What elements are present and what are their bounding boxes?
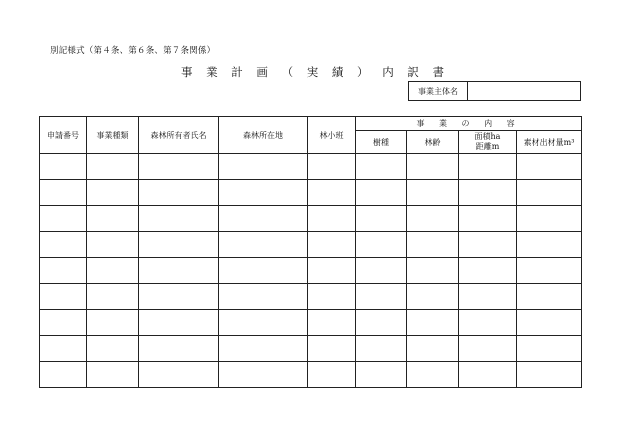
table-cell[interactable] xyxy=(87,258,139,284)
table-cell[interactable] xyxy=(87,336,139,362)
table-cell[interactable] xyxy=(517,362,582,388)
table-cell[interactable] xyxy=(308,206,356,232)
table-cell[interactable] xyxy=(308,284,356,310)
table-cell[interactable] xyxy=(459,258,517,284)
table-cell[interactable] xyxy=(407,310,459,336)
table-row xyxy=(40,284,582,310)
table-cell[interactable] xyxy=(407,154,459,180)
table-cell[interactable] xyxy=(219,310,308,336)
table-cell[interactable] xyxy=(517,232,582,258)
table-cell[interactable] xyxy=(308,180,356,206)
table-cell[interactable] xyxy=(517,310,582,336)
table-cell[interactable] xyxy=(139,154,219,180)
table-cell[interactable] xyxy=(356,206,407,232)
table-cell[interactable] xyxy=(517,284,582,310)
table-cell[interactable] xyxy=(219,206,308,232)
col-application-no: 申請番号 xyxy=(40,117,87,154)
table-cell[interactable] xyxy=(308,154,356,180)
table-cell[interactable] xyxy=(517,258,582,284)
table-cell[interactable] xyxy=(356,310,407,336)
table-cell[interactable] xyxy=(139,284,219,310)
table-cell[interactable] xyxy=(219,258,308,284)
table-cell[interactable] xyxy=(459,154,517,180)
table-row xyxy=(40,154,582,180)
table-row xyxy=(40,258,582,284)
table-cell[interactable] xyxy=(517,154,582,180)
table-cell[interactable] xyxy=(407,232,459,258)
table-cell[interactable] xyxy=(459,310,517,336)
table-cell[interactable] xyxy=(407,180,459,206)
table-cell[interactable] xyxy=(139,336,219,362)
col-project-type: 事業種類 xyxy=(87,117,139,154)
table-cell[interactable] xyxy=(407,258,459,284)
table-row xyxy=(40,232,582,258)
table-cell[interactable] xyxy=(407,284,459,310)
table-cell[interactable] xyxy=(356,232,407,258)
applicant-label: 事業主体名 xyxy=(409,82,468,100)
table-cell[interactable] xyxy=(139,180,219,206)
col-timber-volume: 素材出材量m³ xyxy=(517,131,582,154)
table-cell[interactable] xyxy=(459,180,517,206)
table-cell[interactable] xyxy=(40,310,87,336)
table-cell[interactable] xyxy=(459,206,517,232)
table-cell[interactable] xyxy=(219,362,308,388)
col-area-distance xyxy=(459,131,517,154)
col-stand-age: 林齢 xyxy=(407,131,459,154)
table-cell[interactable] xyxy=(219,232,308,258)
table-cell[interactable] xyxy=(517,336,582,362)
table-cell[interactable] xyxy=(87,232,139,258)
table-cell[interactable] xyxy=(407,336,459,362)
table-cell[interactable] xyxy=(308,336,356,362)
table-row xyxy=(40,180,582,206)
applicant-field[interactable] xyxy=(468,82,580,100)
table-cell[interactable] xyxy=(87,362,139,388)
table-row xyxy=(40,336,582,362)
table-cell[interactable] xyxy=(407,362,459,388)
table-cell[interactable] xyxy=(459,362,517,388)
table-cell[interactable] xyxy=(40,232,87,258)
table-cell[interactable] xyxy=(308,232,356,258)
distance-label: 距離m xyxy=(475,142,500,151)
table-cell[interactable] xyxy=(459,336,517,362)
group-header-project-content: 事 業 の 内 容 xyxy=(356,117,582,131)
table-cell[interactable] xyxy=(356,154,407,180)
table-cell[interactable] xyxy=(219,336,308,362)
table-cell[interactable] xyxy=(87,284,139,310)
table-cell[interactable] xyxy=(356,258,407,284)
table-cell[interactable] xyxy=(407,206,459,232)
table-cell[interactable] xyxy=(139,362,219,388)
area-label: 面積ha xyxy=(474,132,501,141)
table-cell[interactable] xyxy=(40,336,87,362)
table-cell[interactable] xyxy=(139,232,219,258)
table-cell[interactable] xyxy=(40,284,87,310)
table-cell[interactable] xyxy=(356,180,407,206)
table-cell[interactable] xyxy=(459,232,517,258)
table-cell[interactable] xyxy=(139,206,219,232)
applicant-box xyxy=(408,81,581,101)
col-subcompartment: 林小班 xyxy=(308,117,356,154)
table-cell[interactable] xyxy=(40,206,87,232)
table-cell[interactable] xyxy=(219,180,308,206)
col-location: 森林所在地 xyxy=(219,117,308,154)
table-row xyxy=(40,362,582,388)
form-annotation: 別記様式（第４条、第６条、第７条関係） xyxy=(50,46,216,56)
table-cell[interactable] xyxy=(308,310,356,336)
table-cell[interactable] xyxy=(87,310,139,336)
table-cell[interactable] xyxy=(459,284,517,310)
table-cell[interactable] xyxy=(517,180,582,206)
table-cell[interactable] xyxy=(356,362,407,388)
table-cell[interactable] xyxy=(139,310,219,336)
table-cell[interactable] xyxy=(40,258,87,284)
table-row xyxy=(40,310,582,336)
table-cell[interactable] xyxy=(356,336,407,362)
page-title: 事 業 計 画 （ 実 績 ） 内 訳 書 xyxy=(180,65,450,79)
col-owner-name: 森林所有者氏名 xyxy=(139,117,219,154)
table-cell[interactable] xyxy=(308,362,356,388)
col-species: 樹種 xyxy=(356,131,407,154)
table-cell[interactable] xyxy=(219,284,308,310)
table-body xyxy=(40,154,582,388)
table-cell[interactable] xyxy=(517,206,582,232)
table-cell[interactable] xyxy=(219,154,308,180)
table-cell[interactable] xyxy=(40,180,87,206)
table-row xyxy=(40,206,582,232)
table-cell[interactable] xyxy=(40,362,87,388)
header-row xyxy=(40,117,582,131)
breakdown-table xyxy=(39,116,582,388)
table-cell[interactable] xyxy=(139,258,219,284)
table-cell[interactable] xyxy=(87,154,139,180)
table-cell[interactable] xyxy=(308,258,356,284)
table-cell[interactable] xyxy=(87,180,139,206)
table-cell[interactable] xyxy=(356,284,407,310)
table-cell[interactable] xyxy=(40,154,87,180)
table-cell[interactable] xyxy=(87,206,139,232)
